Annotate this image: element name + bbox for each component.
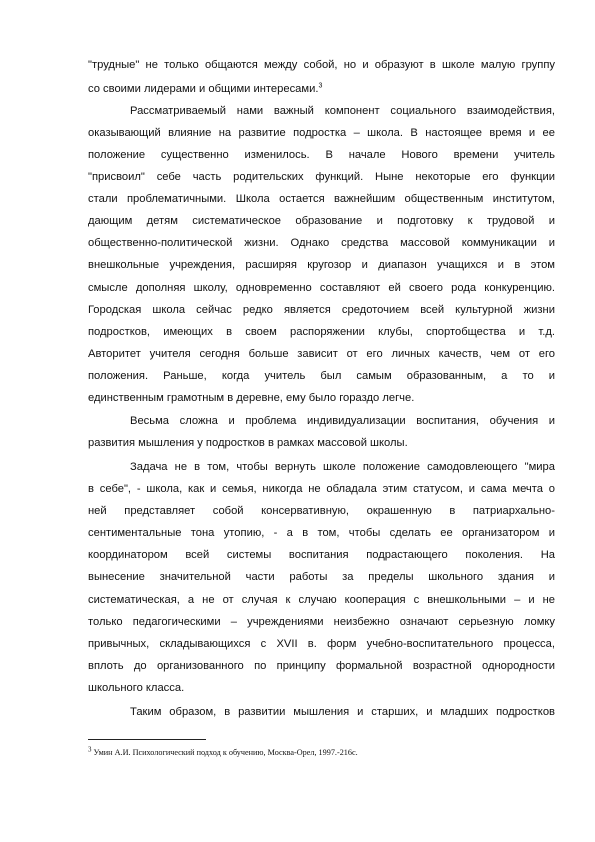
- text-line: [88, 281, 555, 295]
- text-line-content: дающим детям систематическое образование и подготовку к трудовой и: [88, 215, 555, 227]
- text-line: [88, 369, 555, 383]
- text-line-content: положения. Раньше, когда учитель был самым образованным, а то и: [88, 370, 555, 382]
- text-line: [88, 236, 555, 250]
- text-line: [88, 148, 555, 162]
- text-line-content: в себе", - школа, как и семья, никогда не обладала этим статусом, и сама мечта о: [88, 483, 555, 495]
- text-line-content: Рассматриваемый нами важный компонент социального взаимодействия,: [130, 105, 555, 117]
- text-line-content: внешкольные учреждения, расширяя кругозор и диапазон учащихся и в этом: [88, 259, 555, 271]
- footnote-separator: [88, 739, 206, 740]
- text-line: [130, 104, 555, 118]
- text-line-content: подростков, имеющих в своем распоряжении клубы, спортобщества и т.д.: [88, 326, 555, 338]
- text-line: [88, 570, 555, 584]
- text-line: [88, 258, 555, 272]
- text-line-content: вплоть до организованного по принципу формальной возрастной однородности: [88, 660, 555, 672]
- text-line: [88, 436, 555, 450]
- text-line: [88, 325, 555, 339]
- text-line-content: Таким образом, в развитии мышления и старших, и младших подростков: [130, 706, 555, 718]
- text-line: [130, 705, 555, 719]
- footnote: [88, 745, 358, 757]
- text-line: [130, 414, 555, 428]
- text-line-content: стали проблематичными. Школа остается важнейшим общественным институтом,: [88, 193, 555, 205]
- text-line-content: развития мышления у подростков в рамках массовой школы.: [88, 437, 408, 449]
- text-line: [130, 460, 555, 474]
- text-line-content: школьного класса.: [88, 682, 185, 694]
- footnote-text: Умин А.И. Психологический подход к обучению, Москва-Орел, 1997.-216с.: [91, 748, 358, 757]
- text-line-content: общественно-политической жизни. Однако средства массовой коммуникации и: [88, 237, 555, 249]
- text-line-content: смысле дополняя школу, одновременно составляют ей своего рода конкуренцию.: [88, 282, 555, 294]
- text-line-content: Городская школа сейчас редко является средоточием всей культурной жизни: [88, 304, 555, 316]
- footnote-reference: 3: [318, 82, 323, 90]
- text-line-content: единственным грамотным в деревне, ему было гораздо легче.: [88, 392, 415, 404]
- text-line-content: "трудные" не только общаются между собой, но и образуют в школе малую группу: [88, 59, 555, 71]
- text-line: [88, 82, 555, 96]
- text-line-content: ней представляет собой консервативную, окрашенную в патриархально-: [88, 505, 555, 517]
- text-line: [88, 659, 555, 673]
- text-line: [88, 548, 555, 562]
- text-line-content: "присвоил" себе часть родительских функций. Ныне некоторые его функции: [88, 171, 555, 183]
- text-line: [88, 126, 555, 140]
- text-line: [88, 214, 555, 228]
- text-line-content: оказывающий влияние на развитие подростка – школа. В настоящее время и ее: [88, 127, 555, 139]
- text-line-content: Авторитет учителя сегодня больше зависит от его личных качеств, чем от его: [88, 348, 555, 360]
- text-line: [88, 681, 555, 695]
- text-line-content: положение существенно изменилось. В начале Нового времени учитель: [88, 149, 555, 161]
- footnote-marker: 3: [88, 745, 92, 754]
- text-line-content: Весьма сложна и проблема индивидуализации воспитания, обучения и: [130, 415, 555, 427]
- text-line-content: привычных, складывающихся с XVII в. форм учебно-воспитательного процесса,: [88, 638, 555, 650]
- text-line-content: Задача не в том, чтобы вернуть школе положение самодовлеющего "мира: [130, 461, 555, 473]
- text-line: [88, 526, 555, 540]
- text-line-content: координатором всей системы воспитания подрастающего поколения. На: [88, 549, 555, 561]
- text-line: [88, 347, 555, 361]
- text-line: [88, 58, 555, 72]
- text-line-content: сентиментальные тона утопию, - а в том, чтобы сделать ее организатором и: [88, 527, 555, 539]
- text-line: [88, 303, 555, 317]
- text-line: [88, 593, 555, 607]
- text-line-content: только педагогическими – учреждениями неизбежно означают серьезную ломку: [88, 616, 555, 628]
- text-line: [88, 482, 555, 496]
- text-line: [88, 192, 555, 206]
- text-line-content: со своими лидерами и общими интересами.: [88, 83, 319, 95]
- text-line: [88, 637, 555, 651]
- text-line: [88, 615, 555, 629]
- text-line: [88, 504, 555, 518]
- text-line-content: систематическая, а не от случая к случаю кооперация с внешкольными – и не: [88, 594, 555, 606]
- text-line: [88, 170, 555, 184]
- text-line: [88, 391, 555, 405]
- text-line-content: вынесение значительной части работы за пределы школьного здания и: [88, 571, 555, 583]
